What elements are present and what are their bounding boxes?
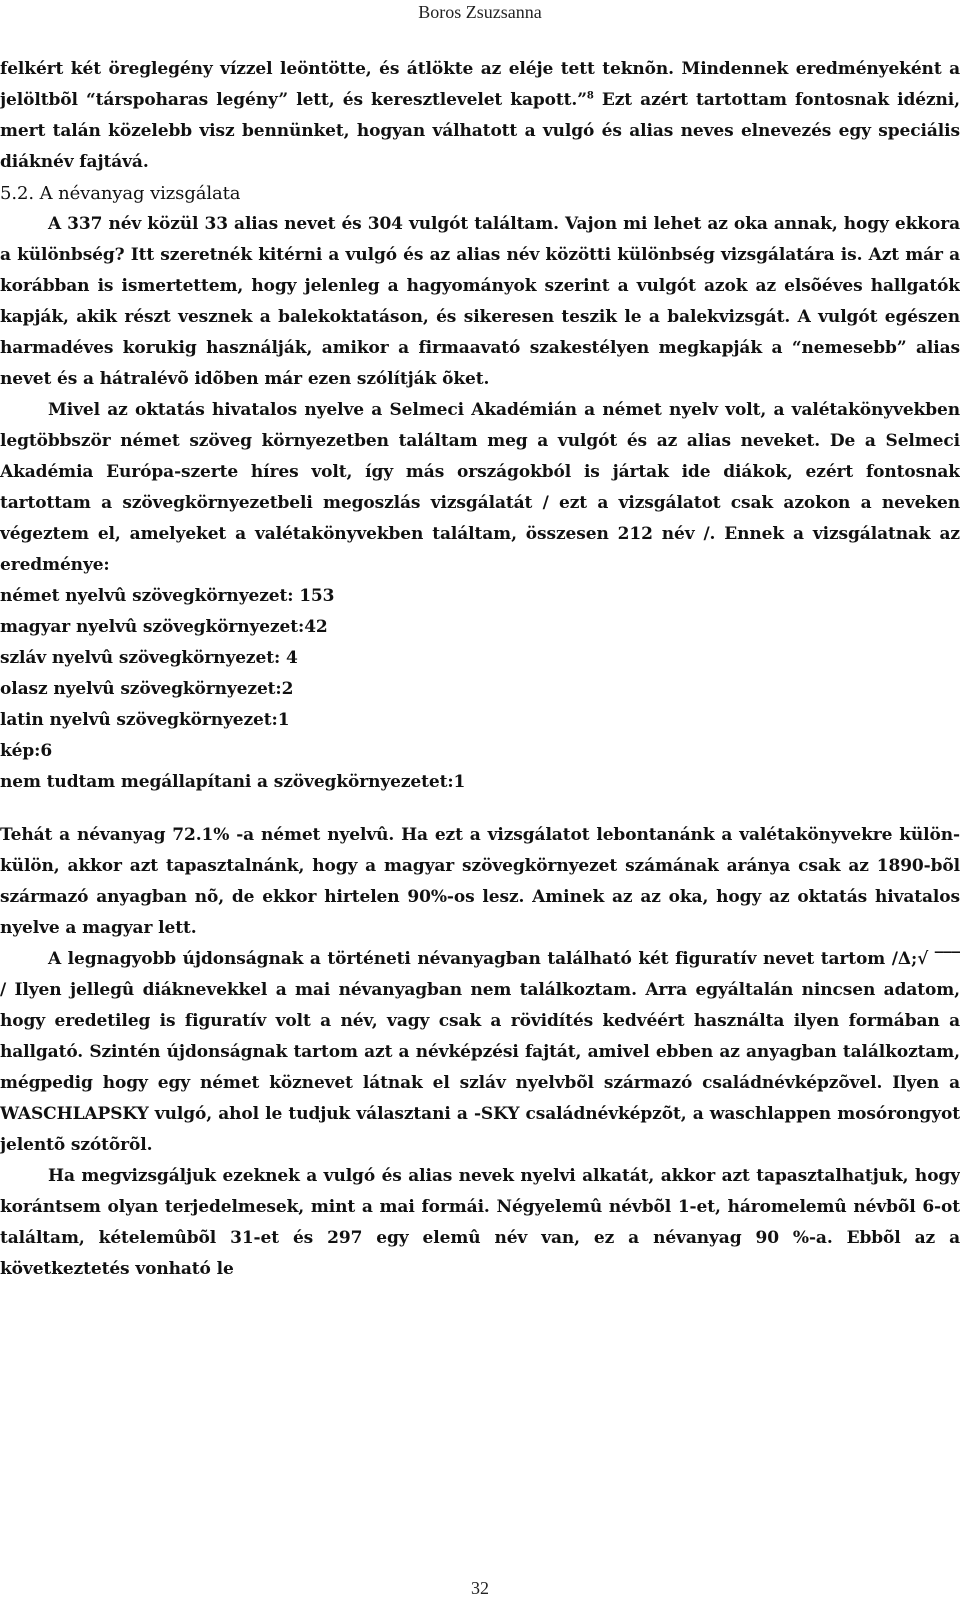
paragraph: Mivel az oktatás hivatalos nyelve a Selmeci Akadémián a német nyelv volt, a valétakönyvekben legtöbbször német szöveg környezetben találtam meg a vulgót és az alias neveket. De a Selmeci Akadémia Európa-szerte híres volt, így más országokból is jártak ide diákok, ezért fontosnak tartottam a szövegkörnyezetbeli megoszlás vizsgálatát / ezt a vizsgálatot csak azokon a neveken végeztem el, amelyeket a valétakönyvekben találtam, összesen 212 név /. Ennek a vizsgálatnak az eredménye: [0,400,960,575]
distribution-item: latin nyelvû szövegkörnyezet:1 [0,710,290,730]
distribution-item-german: német nyelvû szövegkörnyezet: 153 [0,586,335,606]
distribution-item: olasz nyelvû szövegkörnyezet:2 [0,679,294,699]
running-header: Boros Zsuzsanna [418,2,542,22]
page-number: 32 [471,1578,489,1598]
distribution-item: szláv nyelvû szövegkörnyezet: 4 [0,648,298,668]
paragraph-continuation [0,54,960,178]
paragraph: A legnagyobb újdonságnak a történeti névanyagban található két figuratív nevet tartom /Δ;√ ‾‾‾ / Ilyen jellegû diáknevekkel a mai névanyagban nem találkoztam. Arra egyáltalán nincsen adatom, hogy eredetileg is figuratív volt a név, vagy csak a rövidítés kedvéért használta ilyen formában a hallgató. Szintén újdonságnak tartom azt a névképzési fajtát, amivel ebben az anyagban találkoztam, mégpedig hogy egy német köznevet látnak el szláv nyelvbõl származó családnévképzõvel. Ilyen a WASCHLAPSKY vulgó, ahol le tudjuk választani a -SKY családnévképzõt, a waschlappen mosórongyot jelentõ szótõrõl. [0,949,960,1155]
paragraph: Tehát a névanyag 72.1% -a német nyelvû. Ha ezt a vizsgálatot lebontanánk a valétakönyvekre külön-külön, akkor azt tapasztalnánk, hogy a magyar szövegkörnyezet számának aránya csak az 1890-bõl származó anyagban nõ, de ekkor hirtelen 90%-os lesz. Aminek az az oka, hogy az oktatás hivatalos nyelve a magyar lett. [0,825,960,938]
page-body [0,54,960,1285]
paragraph: A 337 név közül 33 alias nevet és 304 vulgót találtam. Vajon mi lehet az oka annak, hogy ekkora a különbség? Itt szeretnék kitérni a vulgó és az alias név közötti különbség vizsgálatára is. Azt már a korábban is ismertettem, hogy jelenleg a hagyományok szerint a vulgót azok az elsõéves hallgatók kapják, akik részt vesznek a balekoktatáson, és sikeresen teszik le a balekvizsgát. A vulgót egészen harmadéves korukig használják, amikor a firmaavató szakestélyen megkapják a “nemesebb” alias nevet és a hátralévõ idõben már ezen szólítják õket. [0,214,960,389]
section-heading: 5.2. A névanyag vizsgálata [0,183,241,204]
distribution-item: nem tudtam megállapítani a szövegkörnyezetet:1 [0,772,466,792]
paragraph: Ha megvizsgáljuk ezeknek a vulgó és alias nevek nyelvi alkatát, akkor azt tapasztalhatjuk, hogy korántsem olyan terjedelmesek, mint a mai formái. Négyelemû névbõl 1-et, háromelemû névbõl 6-ot találtam, kételemûbõl 31-et és 297 egy elemû név van, ez a névanyag 90 %-a. Ebbõl az a következtetés vonható le [0,1166,960,1279]
footnote-marker: 8 [586,90,594,102]
spacer [0,798,960,820]
paragraph-text: felkért két öreglegény vízzel leöntötte, és átlökte az eléje tett teknõn. Mindennek eredményeként a jelöltbõl “társpoharas legény” lett, és keresztlevelet kapott.” [0,59,960,110]
distribution-item: kép:6 [0,741,53,761]
distribution-item: magyar nyelvû szövegkörnyezet:42 [0,617,328,637]
paragraph-text: Ezt azért tartottam fontosnak idézni, mert talán közelebb visz bennünket, hogyan válhatott a vulgó és alias neves elnevezés egy speciális diáknév fajtává. [0,90,960,172]
